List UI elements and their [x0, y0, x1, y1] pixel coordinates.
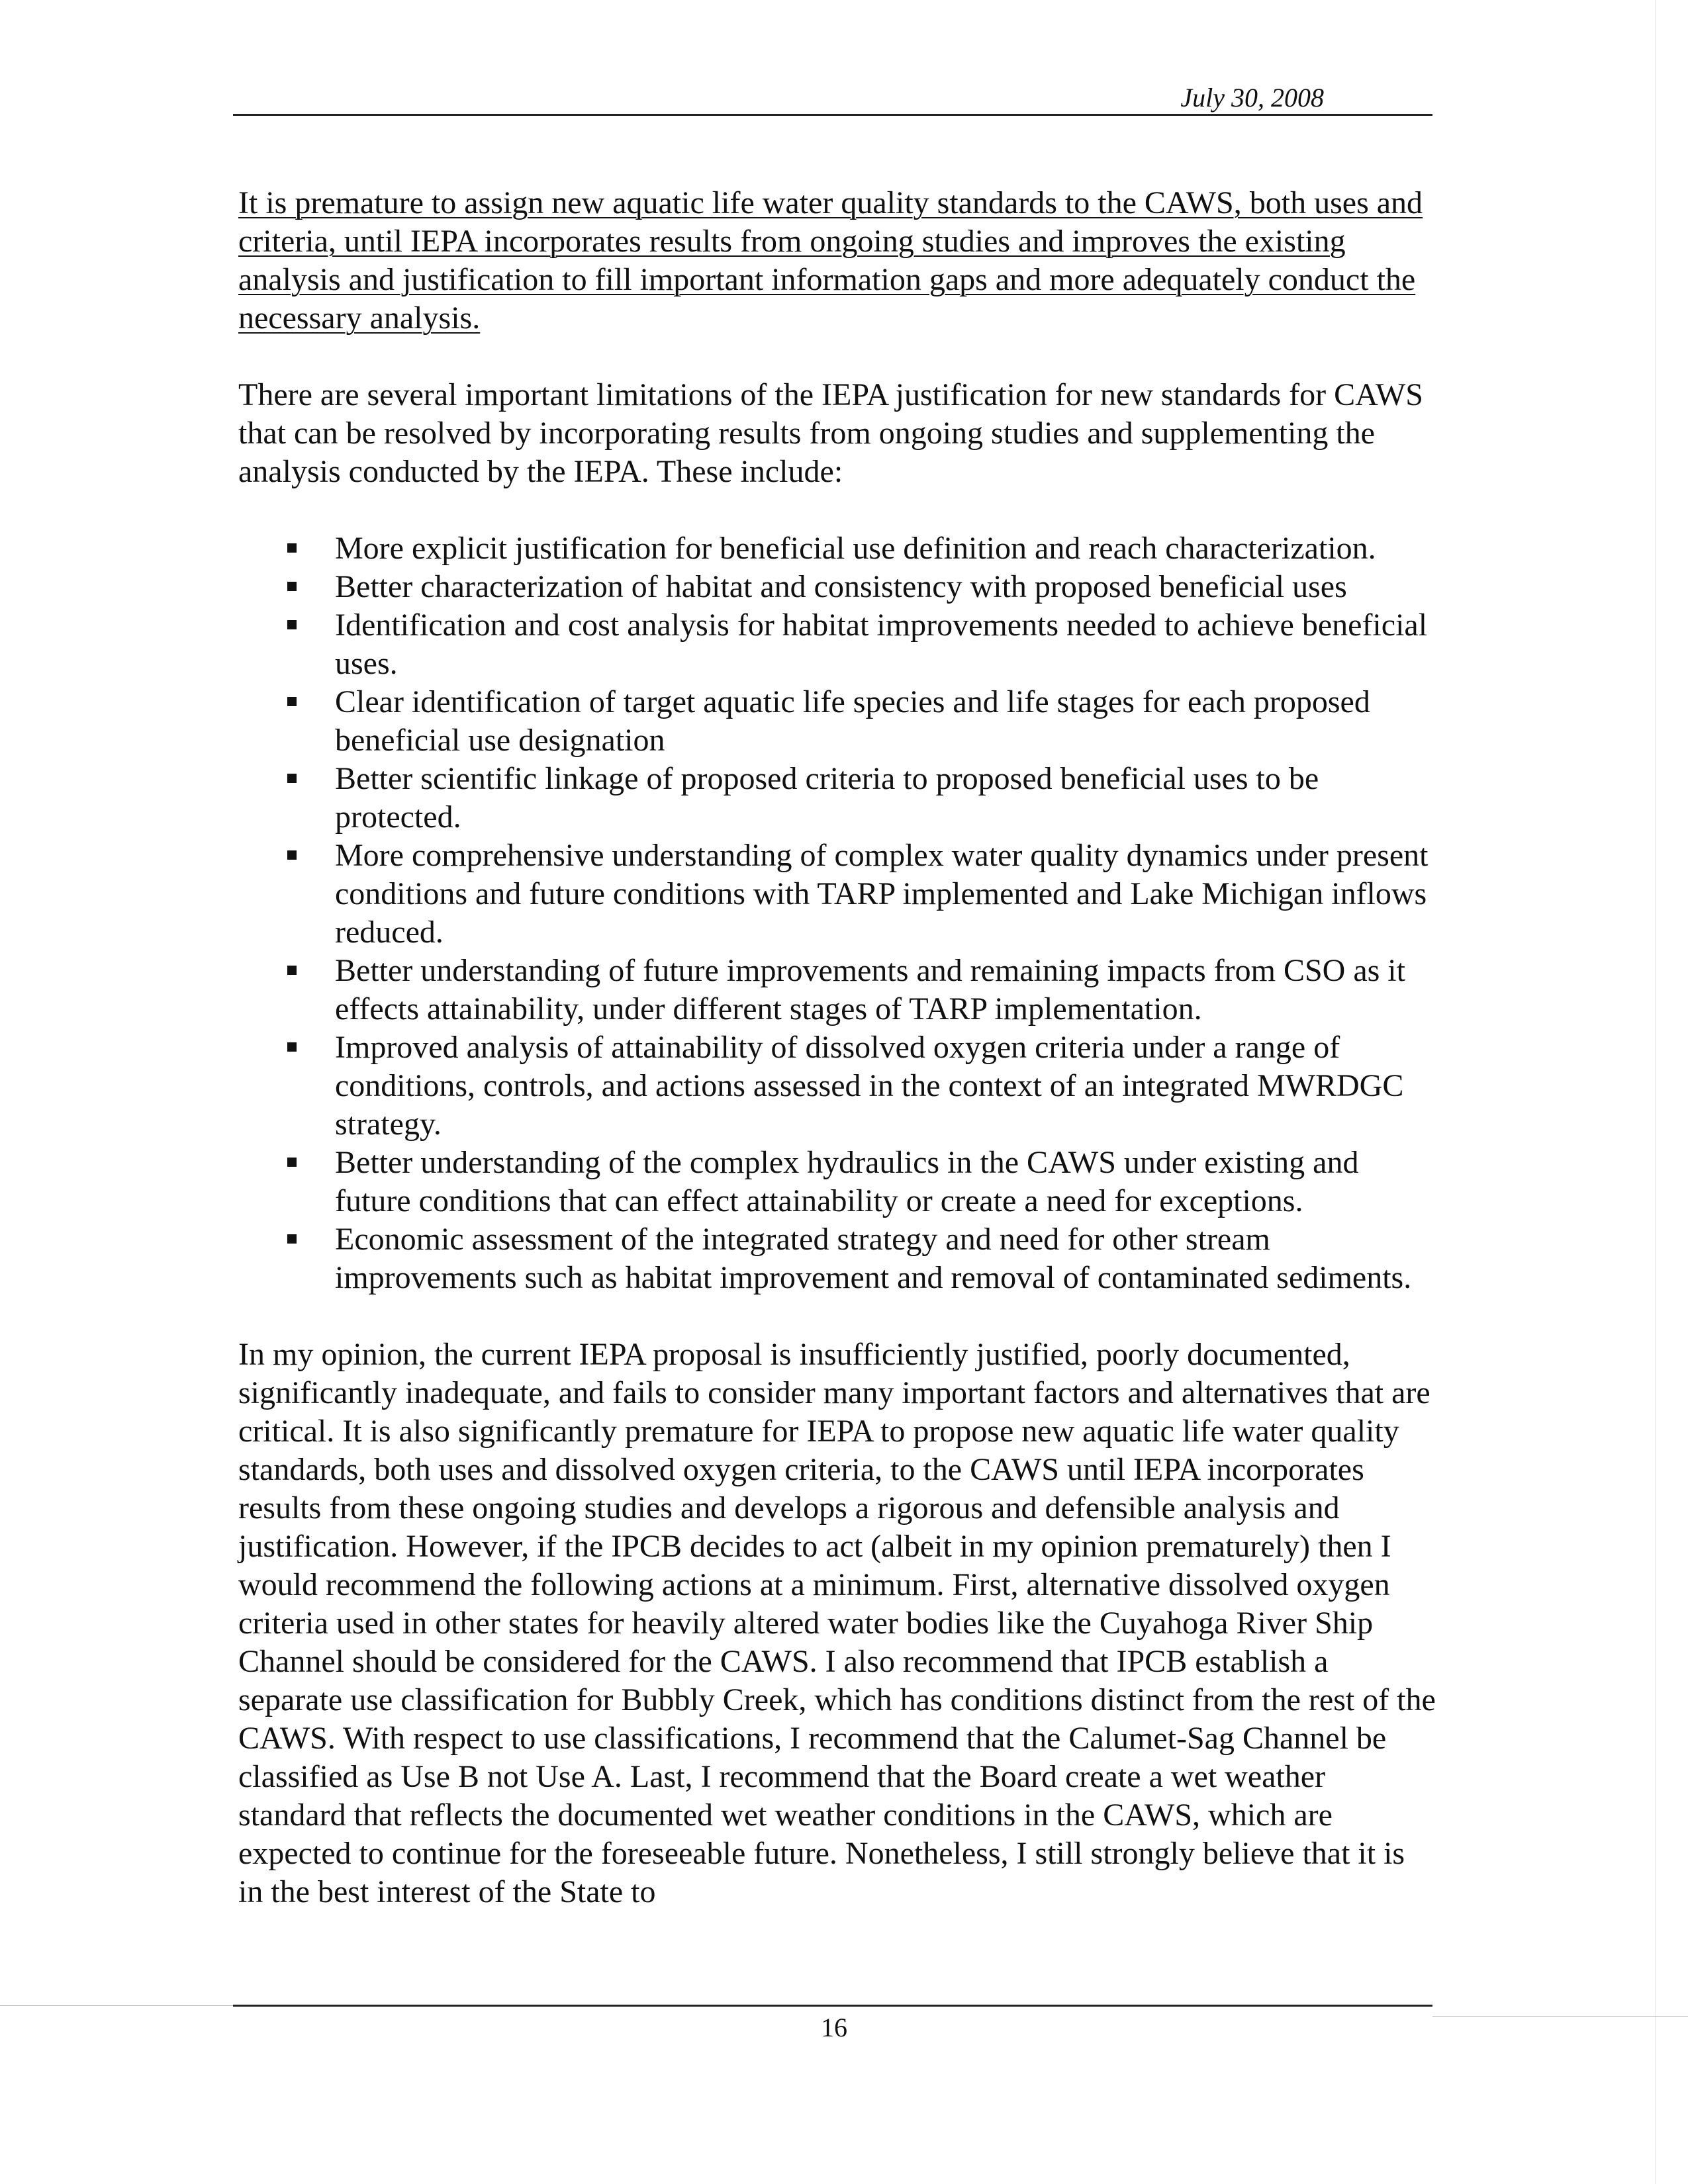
list-item-text: Better understanding of future improvements and remaining impacts from CSO as it effects attainability, under different stages of TARP implementation.	[335, 953, 1405, 1026]
list-item	[238, 1028, 1436, 1144]
square-bullet-icon	[287, 966, 297, 975]
square-bullet-icon	[287, 620, 297, 629]
list-item	[238, 837, 1436, 952]
page-number: 16	[821, 2013, 847, 2042]
scan-edge	[1655, 0, 1656, 2184]
intro-paragraph: There are several important limitations of the IEPA justification for new standards for CAWS that can be resolved by incorporating results from ongoing studies and supplementing the analysis conducted by the IEPA. These include:	[238, 377, 1423, 489]
list-item	[238, 568, 1436, 606]
list-item	[238, 606, 1436, 683]
footer-rule-left-faint	[0, 2005, 233, 2006]
square-bullet-icon	[287, 1042, 297, 1052]
footer-rule-right-faint	[1432, 2016, 1688, 2017]
footer-rule	[233, 2005, 1432, 2007]
list-item-text: Identification and cost analysis for habitat improvements needed to achieve beneficial uses.	[335, 608, 1428, 681]
square-bullet-icon	[287, 582, 297, 591]
list-item-text: Clear identification of target aquatic life species and life stages for each proposed beneficial use designation	[335, 684, 1370, 758]
list-item	[238, 529, 1436, 568]
list-item-text: Better understanding of the complex hydraulics in the CAWS under existing and future conditions that can effect attainability or create a need for exceptions.	[335, 1145, 1359, 1218]
square-bullet-icon	[287, 850, 297, 860]
square-bullet-icon	[287, 697, 297, 706]
list-item	[238, 952, 1436, 1028]
list-item-text: Better characterization of habitat and consistency with proposed beneficial uses	[335, 569, 1347, 604]
square-bullet-icon	[287, 774, 297, 783]
list-item-text: More comprehensive understanding of complex water quality dynamics under present conditions and future conditions with TARP implemented and Lake Michigan inflows reduced.	[335, 838, 1429, 950]
list-item	[238, 1144, 1436, 1220]
square-bullet-icon	[287, 1158, 297, 1167]
header-date: July 30, 2008	[1180, 83, 1324, 113]
list-item	[238, 760, 1436, 837]
list-item-text: Economic assessment of the integrated strategy and need for other stream improvements such as habitat improvement and removal of contaminated sediments.	[335, 1222, 1412, 1295]
list-item-text: Improved analysis of attainability of dissolved oxygen criteria under a range of conditions, controls, and actions assessed in the context of an integrated MWRDGC strategy.	[335, 1030, 1404, 1142]
list-item-text: Better scientific linkage of proposed criteria to proposed beneficial uses to be protected.	[335, 761, 1319, 835]
lead-paragraph: It is premature to assign new aquatic life water quality standards to the CAWS, both uses and criteria, until IEPA incorporates results from ongoing studies and improves the existing analysis and justification to fill important information gaps and more adequately conduct the necessary analysis.	[238, 185, 1423, 336]
opinion-paragraph: In my opinion, the current IEPA proposal is insufficiently justified, poorly documented, significantly inadequate, and fails to consider many important factors and alternatives that are critical. It is also significantly premature for IEPA to propose new aquatic life water quality standards, both uses and dissolved oxygen criteria, to the CAWS until IEPA incorporates results from these ongoing studies and develops a rigorous and defensible analysis and justification. However, if the IPCB decides to act (albeit in my opinion prematurely) then I would recommend the following actions at a minimum. First, alternative dissolved oxygen criteria used in other states for heavily altered water bodies like the Cuyahoga River Ship Channel should be considered for the CAWS. I also recommend that IPCB establish a separate use classification for Bubbly Creek, which has conditions distinct from the rest of the CAWS. With respect to use classifications, I recommend that the Calumet-Sag Channel be classified as Use B not Use A. Last, I recommend that the Board create a wet weather standard that reflects the documented wet weather conditions in the CAWS, which are expected to continue for the foreseeable future. Nonetheless, I still strongly believe that it is in the best interest of the State to	[238, 1337, 1436, 1909]
list-item-text: More explicit justification for beneficial use definition and reach characterization.	[335, 531, 1376, 566]
list-item	[238, 683, 1436, 760]
square-bullet-icon	[287, 543, 297, 553]
square-bullet-icon	[287, 1234, 297, 1244]
limitations-list	[238, 529, 1436, 1297]
header-rule	[233, 114, 1432, 116]
list-item	[238, 1220, 1436, 1297]
page-body	[238, 184, 1436, 1911]
